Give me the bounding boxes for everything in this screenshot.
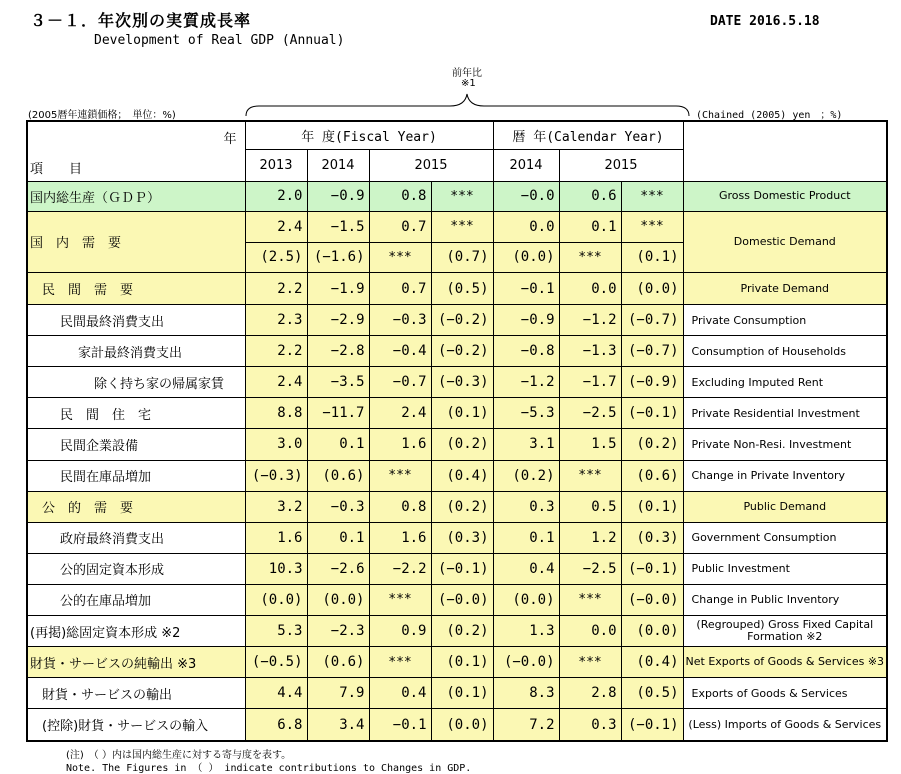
value-cell: *** (559, 584, 621, 615)
value-cell: (0.2) (431, 616, 493, 647)
value-cell: 0.7 (369, 272, 431, 304)
row-label-en: Net Exports of Goods & Services ※3 (683, 647, 887, 678)
contribution-cell: (2.5) (245, 242, 307, 272)
value-cell: 1.6 (369, 522, 431, 553)
value-cell: (0.2) (431, 429, 493, 460)
value-cell: 10.3 (245, 553, 307, 584)
en-header-blank (683, 121, 887, 181)
value-cell: 4.4 (245, 678, 307, 709)
value-cell: 0.5 (559, 491, 621, 522)
value-cell: (0.6) (307, 460, 369, 491)
value-cell: 7.2 (493, 709, 559, 741)
value-cell: −1.2 (493, 367, 559, 398)
contribution-cell: *** (559, 242, 621, 272)
table-row (27, 336, 887, 367)
page-title: ３－１．年次別の実質成長率 (30, 11, 252, 30)
value-cell: −0.1 (369, 709, 431, 741)
value-cell: −1.2 (559, 305, 621, 336)
table-row (27, 398, 887, 429)
value-cell: *** (621, 211, 683, 242)
value-cell: (0.4) (621, 647, 683, 678)
value-cell: 3.0 (245, 429, 307, 460)
contribution-cell: (0.0) (493, 242, 559, 272)
value-cell: (0.0) (493, 584, 559, 615)
row-label-en: Private Residential Investment (683, 398, 887, 429)
table-row (27, 211, 887, 242)
table-row (27, 678, 887, 709)
value-cell: (−0.2) (431, 305, 493, 336)
row-label-jp: (再掲)総固定資本形成 ※2 (27, 616, 245, 647)
value-cell: −0.4 (369, 336, 431, 367)
value-cell: (0.0) (621, 616, 683, 647)
calendar-year-header: 暦 年(Calendar Year) (493, 121, 683, 149)
value-cell: −0.3 (369, 305, 431, 336)
value-cell: 0.1 (307, 429, 369, 460)
row-label-en: Excluding Imputed Rent (683, 367, 887, 398)
value-cell: (0.0) (621, 272, 683, 304)
row-label-jp: 民間在庫品増加 (27, 460, 245, 491)
value-cell: (0.3) (621, 522, 683, 553)
value-cell: 0.6 (559, 181, 621, 211)
value-cell: 0.0 (559, 616, 621, 647)
fy-2014: 2014 (307, 149, 369, 181)
value-cell: 3.4 (307, 709, 369, 741)
value-cell: −1.7 (559, 367, 621, 398)
table-row (27, 553, 887, 584)
value-cell: 0.3 (559, 709, 621, 741)
value-cell: −0.1 (493, 272, 559, 304)
value-cell: (−0.0) (493, 647, 559, 678)
fy-2013: 2013 (245, 149, 307, 181)
value-cell: 0.1 (559, 211, 621, 242)
value-cell: (0.2) (431, 491, 493, 522)
value-cell: −0.0 (493, 181, 559, 211)
yoy-brace (245, 92, 690, 118)
page-subtitle: Development of Real GDP (Annual) (94, 33, 345, 48)
value-cell: 2.3 (245, 305, 307, 336)
value-cell: (−0.2) (431, 336, 493, 367)
value-cell: 2.2 (245, 336, 307, 367)
value-cell: *** (559, 460, 621, 491)
value-cell: 0.8 (369, 491, 431, 522)
row-label-en: Exports of Goods & Services (683, 678, 887, 709)
value-cell: −2.6 (307, 553, 369, 584)
value-cell: (0.1) (431, 678, 493, 709)
table-row (27, 305, 887, 336)
value-cell: 0.3 (493, 491, 559, 522)
value-cell: (−0.7) (621, 336, 683, 367)
value-cell: 1.6 (369, 429, 431, 460)
table-row (27, 367, 887, 398)
value-cell: −2.5 (559, 553, 621, 584)
value-cell: 0.8 (369, 181, 431, 211)
cy-2015: 2015 (559, 149, 683, 181)
value-cell: *** (369, 460, 431, 491)
value-cell: (0.1) (431, 398, 493, 429)
value-cell: (−0.0) (431, 584, 493, 615)
value-cell: −0.9 (493, 305, 559, 336)
unit-label-en: (Chained (2005) yen ；%) (696, 110, 843, 121)
row-label-en: Private Consumption (683, 305, 887, 336)
value-cell: (0.5) (621, 678, 683, 709)
value-cell: 2.4 (245, 211, 307, 242)
row-label-en: (Regrouped) Gross Fixed Capital Formation ※2 (683, 616, 887, 647)
value-cell: −2.5 (559, 398, 621, 429)
value-cell: 0.4 (369, 678, 431, 709)
value-cell: (−0.1) (621, 553, 683, 584)
value-cell: (−0.1) (621, 398, 683, 429)
gdp-table (26, 120, 888, 742)
row-label-en: Government Consumption (683, 522, 887, 553)
row-label-jp: 公的固定資本形成 (27, 553, 245, 584)
row-label-jp: 民間企業設備 (27, 429, 245, 460)
row-label-en: Change in Public Inventory (683, 584, 887, 615)
value-cell: 8.8 (245, 398, 307, 429)
value-cell: −0.9 (307, 181, 369, 211)
corner-year: 年 (223, 132, 237, 147)
value-cell: 2.0 (245, 181, 307, 211)
table-row (27, 709, 887, 741)
fy-2015: 2015 (369, 149, 493, 181)
value-cell: 1.2 (559, 522, 621, 553)
corner-item: 項 目 (30, 161, 83, 177)
value-cell: 0.0 (493, 211, 559, 242)
yoy-note: ※1 (461, 78, 476, 89)
row-label-jp: 除く持ち家の帰属家賃 (27, 367, 245, 398)
date-label: DATE 2016.5.18 (710, 14, 820, 29)
value-cell: 6.8 (245, 709, 307, 741)
value-cell: (0.0) (307, 584, 369, 615)
value-cell: *** (559, 647, 621, 678)
value-cell: (−0.5) (245, 647, 307, 678)
value-cell: *** (431, 181, 493, 211)
value-cell: (−0.0) (621, 584, 683, 615)
value-cell: (0.6) (621, 460, 683, 491)
value-cell: 0.0 (559, 272, 621, 304)
value-cell: −1.9 (307, 272, 369, 304)
value-cell: (0.6) (307, 647, 369, 678)
cy-2014: 2014 (493, 149, 559, 181)
row-label-en: Domestic Demand (683, 211, 887, 272)
value-cell: −1.5 (307, 211, 369, 242)
value-cell: −11.7 (307, 398, 369, 429)
row-label-jp: 国 内 需 要 (27, 211, 245, 272)
yoy-label: 前年比 (452, 68, 482, 79)
footer-note-en: Note. The Figures in （ ） indicate contributions to Changes in GDP. (66, 763, 472, 774)
value-cell: 7.9 (307, 678, 369, 709)
value-cell: (0.3) (431, 522, 493, 553)
row-label-jp: 公 的 需 要 (27, 491, 245, 522)
contribution-cell: (0.7) (431, 242, 493, 272)
value-cell: (0.2) (493, 460, 559, 491)
corner-header (27, 121, 245, 181)
value-cell: −2.3 (307, 616, 369, 647)
value-cell: (−0.1) (431, 553, 493, 584)
table-row (27, 491, 887, 522)
contribution-cell: (−1.6) (307, 242, 369, 272)
fiscal-year-header: 年 度(Fiscal Year) (245, 121, 493, 149)
value-cell: 0.4 (493, 553, 559, 584)
value-cell: 8.3 (493, 678, 559, 709)
value-cell: (0.2) (621, 429, 683, 460)
row-label-jp: 財貨・サービスの純輸出 ※3 (27, 647, 245, 678)
contribution-cell: (0.1) (621, 242, 683, 272)
value-cell: (−0.9) (621, 367, 683, 398)
row-label-jp: 民 間 需 要 (27, 272, 245, 304)
value-cell: 2.2 (245, 272, 307, 304)
table-row (27, 429, 887, 460)
row-label-jp: 民 間 住 宅 (27, 398, 245, 429)
value-cell: 3.1 (493, 429, 559, 460)
value-cell: (0.0) (245, 584, 307, 615)
contribution-cell: *** (369, 242, 431, 272)
value-cell: (−0.3) (431, 367, 493, 398)
row-label-jp: (控除)財貨・サービスの輸入 (27, 709, 245, 741)
value-cell: 1.6 (245, 522, 307, 553)
value-cell: *** (431, 211, 493, 242)
value-cell: (0.4) (431, 460, 493, 491)
value-cell: −1.3 (559, 336, 621, 367)
value-cell: *** (369, 647, 431, 678)
row-label-jp: 公的在庫品増加 (27, 584, 245, 615)
value-cell: (0.1) (431, 647, 493, 678)
row-label-en: Consumption of Households (683, 336, 887, 367)
row-label-en: Gross Domestic Product (683, 181, 887, 211)
value-cell: 0.1 (493, 522, 559, 553)
row-label-jp: 国内総生産（ＧＤＰ） (27, 181, 245, 211)
value-cell: 5.3 (245, 616, 307, 647)
value-cell: (0.5) (431, 272, 493, 304)
value-cell: −0.8 (493, 336, 559, 367)
value-cell: −0.7 (369, 367, 431, 398)
row-label-jp: 民間最終消費支出 (27, 305, 245, 336)
table-row (27, 616, 887, 647)
value-cell: −3.5 (307, 367, 369, 398)
footer-note-jp: (注) （ ）内は国内総生産に対する寄与度を表す。 (66, 750, 292, 761)
row-label-en: (Less) Imports of Goods & Services (683, 709, 887, 741)
value-cell: 2.8 (559, 678, 621, 709)
row-label-en: Public Demand (683, 491, 887, 522)
value-cell: *** (621, 181, 683, 211)
value-cell: 2.4 (369, 398, 431, 429)
value-cell: 1.3 (493, 616, 559, 647)
row-label-en: Private Non-Resi. Investment (683, 429, 887, 460)
row-label-jp: 財貨・サービスの輸出 (27, 678, 245, 709)
table-row (27, 584, 887, 615)
value-cell: −2.2 (369, 553, 431, 584)
table-row (27, 181, 887, 211)
value-cell: (0.1) (621, 491, 683, 522)
value-cell: −2.9 (307, 305, 369, 336)
value-cell: (−0.3) (245, 460, 307, 491)
value-cell: −2.8 (307, 336, 369, 367)
value-cell: (0.0) (431, 709, 493, 741)
value-cell: −0.3 (307, 491, 369, 522)
row-label-en: Change in Private Inventory (683, 460, 887, 491)
unit-label-jp: (2005暦年連鎖価格； 単位：%) (28, 110, 176, 121)
value-cell: (−0.1) (621, 709, 683, 741)
row-label-en: Public Investment (683, 553, 887, 584)
value-cell: 0.7 (369, 211, 431, 242)
row-label-jp: 家計最終消費支出 (27, 336, 245, 367)
value-cell: −5.3 (493, 398, 559, 429)
table-row (27, 522, 887, 553)
value-cell: (−0.7) (621, 305, 683, 336)
table-row (27, 460, 887, 491)
value-cell: *** (369, 584, 431, 615)
row-label-en: Private Demand (683, 272, 887, 304)
table-row (27, 272, 887, 304)
value-cell: 3.2 (245, 491, 307, 522)
value-cell: 0.9 (369, 616, 431, 647)
value-cell: 2.4 (245, 367, 307, 398)
value-cell: 0.1 (307, 522, 369, 553)
table-row (27, 647, 887, 678)
row-label-jp: 政府最終消費支出 (27, 522, 245, 553)
value-cell: 1.5 (559, 429, 621, 460)
